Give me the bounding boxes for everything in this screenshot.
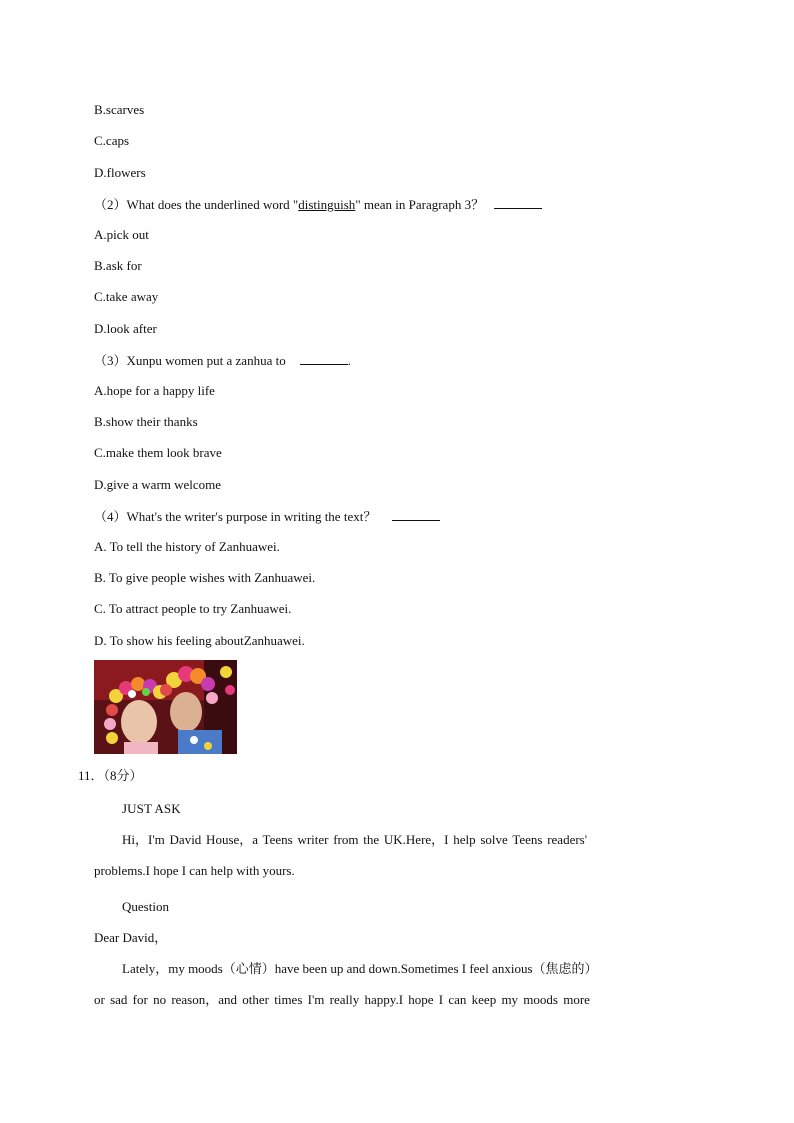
q4-option-a: A. To tell the history of Zanhuawei.	[94, 539, 280, 554]
answer-blank	[300, 352, 348, 365]
q11-intro-line2: problems.I hope I can help with yours.	[94, 863, 295, 878]
q3-stem-text: （3）Xunpu women put a zanhua to	[94, 353, 286, 368]
q2-option-d: D.look after	[94, 321, 157, 336]
q4-option-c: C. To attract people to try Zanhuawei.	[94, 601, 292, 616]
q3-stem	[94, 352, 351, 369]
q3-option-d: D.give a warm welcome	[94, 477, 222, 492]
q2-underlined-word: distinguish	[298, 197, 356, 212]
q4-stem-text: （4）What's the writer's purpose in writing the text？	[94, 509, 377, 524]
q2-stem-suffix: " mean in Paragraph 3？	[355, 197, 485, 212]
q3-option-a: A.hope for a happy life	[94, 383, 215, 398]
q3-option-b: B.show their thanks	[94, 414, 198, 429]
q2-option-b: B.ask for	[94, 258, 142, 273]
q1-option-d: D.flowers	[94, 165, 146, 180]
q1-option-c: C.caps	[94, 133, 130, 148]
q3-stem-end: .	[347, 353, 351, 368]
q2-option-a: A.pick out	[94, 227, 149, 242]
q11-greeting: Dear David，	[94, 930, 168, 945]
q4-option-b: B. To give people wishes with Zanhuawei.	[94, 570, 316, 585]
q11-question-label: Question	[122, 899, 169, 914]
zanhua-photo-image	[94, 660, 237, 754]
q2-option-c: C.take away	[94, 289, 159, 304]
q3-option-c: C.make them look brave	[94, 445, 222, 460]
q11-intro-line1: Hi，I'm David House，a Teens writer from the UK.Here，I help solve Teens readers'	[122, 832, 588, 847]
answer-blank	[494, 196, 542, 209]
q11-body-line2: or sad for no reason，and other times I'm really happy.I hope I can keep my moods more	[94, 992, 590, 1007]
q4-stem	[94, 508, 440, 525]
q2-stem	[94, 196, 542, 213]
q11-title: JUST ASK	[122, 801, 181, 816]
q2-stem-prefix: （2）What does the underlined word "	[94, 197, 299, 212]
q4-option-d: D. To show his feeling aboutZanhuawei.	[94, 633, 305, 648]
answer-blank	[392, 508, 440, 521]
q11-header: 11．（8分）	[78, 768, 143, 783]
q1-option-b: B.scarves	[94, 102, 145, 117]
q11-body-line1: Lately，my moods（心情）have been up and down.Sometimes I feel anxious（焦虑的）	[122, 961, 598, 976]
zanhua-photo	[94, 660, 237, 754]
